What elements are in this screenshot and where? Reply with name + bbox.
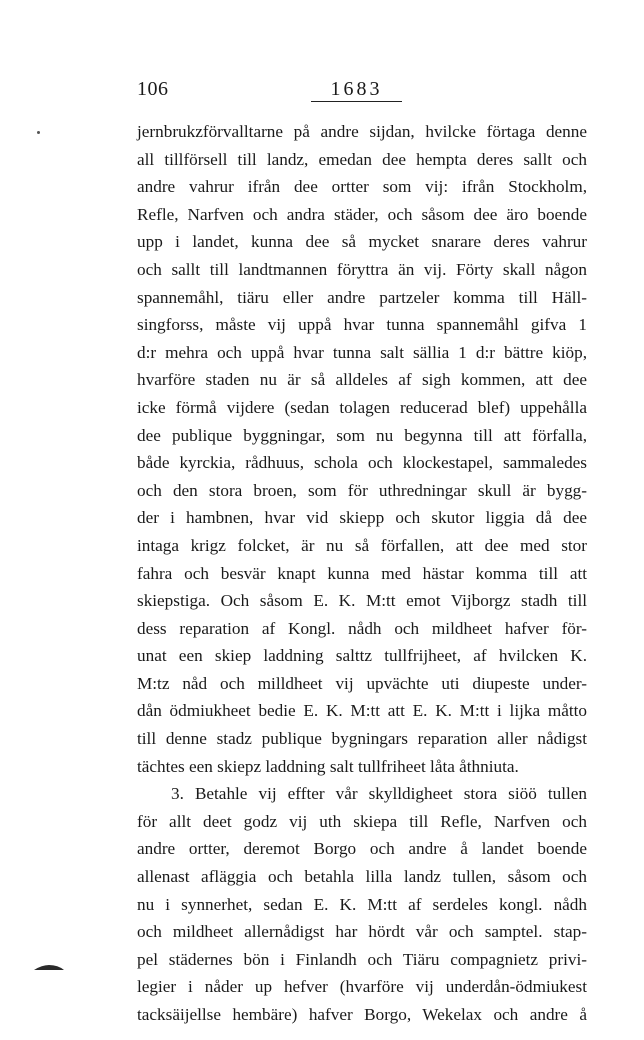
text-line: Refle, Narfven och andra städer, och såsom dee äro boende (137, 204, 587, 224)
body-text (137, 118, 587, 1029)
text-line: både kyrckia, rådhuus, schola och klockestapel, sammaledes (137, 453, 587, 473)
text-line: andre vahrur ifrån dee ortter som vij: ifrån Stockholm, (137, 177, 587, 197)
text-line: icke förmå vijdere (sedan tolagen reducerad blef) uppehålla (137, 397, 587, 417)
text-line: hvarföre staden nu är så alldeles af sigh kommen, att dee (137, 370, 587, 390)
text-line: tächtes een skiepz laddning salt tullfriheet låta åthniuta. (137, 756, 519, 776)
text-line: tacksäijellse hembäre) hafver Borgo, Wekelax och andre å (137, 1005, 587, 1024)
page-number: 106 (137, 78, 169, 100)
text-line: singforss, måste vij uppå hvar tunna spannemåhl gifva 1 (137, 315, 587, 335)
text-line: 3. Betahle vij effter vår skylldigheet stora siöö tullen (171, 784, 587, 804)
text-line: fahra och besvär knapt kunna med hästar komma till att (137, 563, 587, 583)
text-line: unat een skiep laddning salttz tullfrijheet, af hvilcken K. (137, 646, 587, 666)
text-line: pel städernes bön i Finlandh och Tiäru compagnietz privi- (137, 949, 587, 969)
text-line: andre ortter, deremot Borgo och andre å landet boende (137, 839, 587, 859)
running-head-underline (311, 101, 402, 102)
text-line: till denne stadz publique bygningars reparation aller nådigst (137, 729, 587, 749)
text-line: för allt deet godz vij uth skiepa till Refle, Narfven och (137, 811, 587, 831)
text-line: jernbrukzförvalltarne på andre sijdan, hvilcke förtaga denne (137, 122, 587, 141)
text-line: allenast afläggia och betahla lilla landz tullen, såsom och (137, 867, 587, 887)
text-line: dee publique byggningar, som nu begynna till att förfalla, (137, 425, 587, 445)
text-line: skiepstiga. Och såsom E. K. M:tt emot Vijborgz stadh till (137, 591, 587, 611)
text-line: d:r mehra och uppå hvar tunna salt sällia 1 d:r bättre kiöp, (137, 342, 587, 362)
text-line: dess reparation af Kongl. nådh och mildheet hafver för- (137, 618, 587, 638)
text-line: der i hambnen, hvar vid skiepp och skutor liggia då dee (137, 508, 587, 528)
text-line: och den stora broen, som för uthredningar skull är bygg- (137, 480, 587, 500)
text-line: upp i landet, kunna dee så mycket snarare deres vahrur (137, 232, 587, 252)
text-line: nu i synnerhet, sedan E. K. M:tt af serdeles kongl. nådh (137, 894, 587, 914)
ink-smudge-mark (34, 965, 64, 970)
text-line: legier i nåder up hefver (hvarföre vij underdån-ödmiukest (137, 977, 587, 997)
text-line: och mildheet allernådigst har hördt vår och samptel. stap- (137, 922, 587, 942)
running-head-year: 1683 (330, 78, 383, 100)
margin-dot (37, 131, 40, 134)
text-line: M:tz nåd och milldheet vij upvächte uti diupeste under- (137, 673, 587, 693)
text-line: spannemåhl, tiäru eller andre partzeler komma till Häll- (137, 287, 587, 307)
text-line: och sallt till landtmannen föryttra än vij. Förty skall någon (137, 259, 587, 279)
text-line: dån ödmiukheet bedie E. K. M:tt att E. K. M:tt i lijka måtto (137, 701, 587, 721)
text-line: intaga krigz folcket, är nu så förfallen, att dee med stor (137, 535, 587, 555)
text-line: all tillförsell till landz, emedan dee hempta deres sallt och (137, 149, 587, 169)
